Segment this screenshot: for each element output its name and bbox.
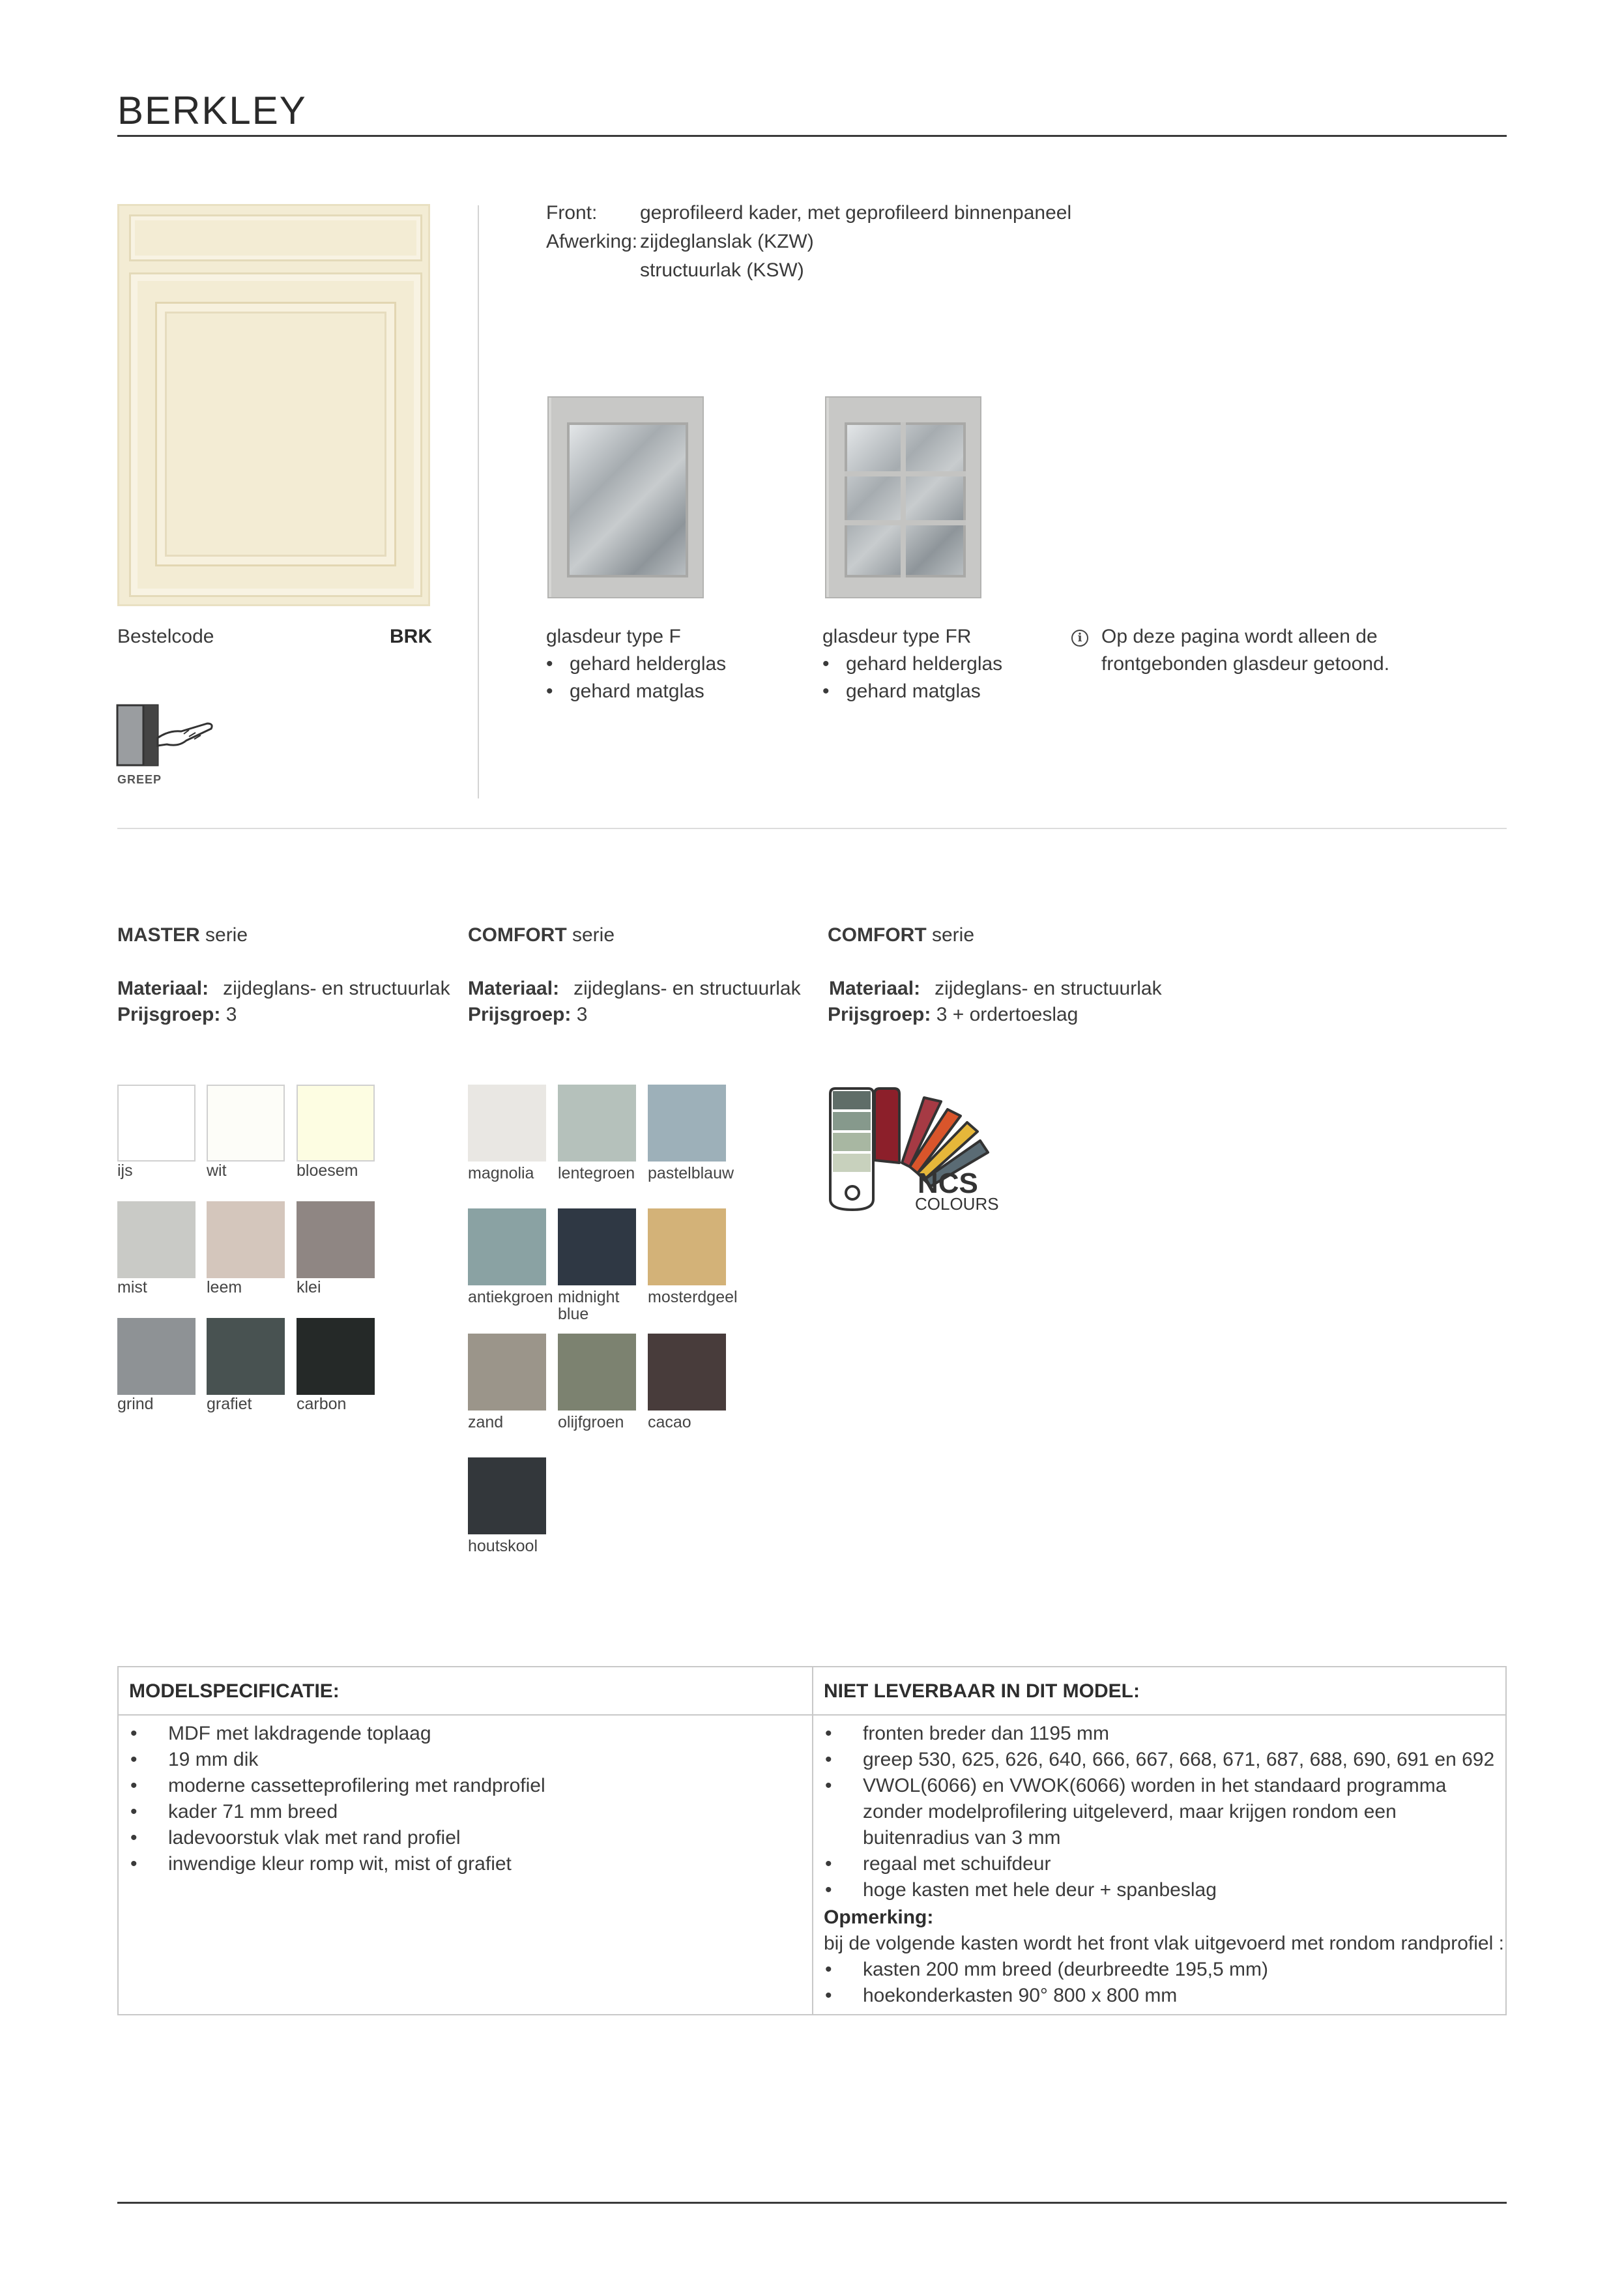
glass-door-note: Op deze pagina wordt alleen de frontgebonden glasdeur getoond. xyxy=(1101,626,1390,675)
handle-label: GREEP xyxy=(117,773,162,786)
series-price-comfort-ncs: Prijsgroep: 3 + ordertoeslag xyxy=(828,1004,1079,1025)
list-item: • moderne cassetteprofilering met randprofiel xyxy=(130,1775,545,1796)
list-item: • hoge kasten met hele deur + spanbeslag xyxy=(825,1879,1217,1901)
series-title-comfort-ncs: COMFORT serie xyxy=(828,924,974,946)
color-swatch-bloesem xyxy=(297,1085,375,1162)
color-label: cacao xyxy=(648,1413,691,1431)
glass-mullion xyxy=(845,520,966,525)
vertical-divider xyxy=(478,205,479,798)
list-item: • kader 71 mm breed xyxy=(130,1801,338,1822)
color-swatch-mist xyxy=(117,1201,196,1278)
color-swatch-wit xyxy=(207,1085,285,1162)
ncs-colours-logo xyxy=(826,1082,1009,1219)
specification-table xyxy=(117,1666,1507,2015)
glass-mullion xyxy=(845,471,966,476)
color-label: leem xyxy=(207,1278,242,1296)
handle-icon xyxy=(116,704,220,767)
series-price-comfort: Prijsgroep: 3 xyxy=(468,1004,588,1025)
page-title: BERKLEY xyxy=(117,89,307,132)
finish-value-2: structuurlak (KSW) xyxy=(640,259,804,281)
finish-label: Afwerking: xyxy=(546,231,638,252)
door-front-image xyxy=(117,204,430,606)
list-item: • MDF met lakdragende toplaag xyxy=(130,1723,431,1744)
order-code-label: Bestelcode xyxy=(117,626,214,647)
color-label: lentegroen xyxy=(558,1164,635,1182)
color-swatch-klei xyxy=(297,1201,375,1278)
series-material-comfort: Materiaal: zijdeglans- en structuurlak xyxy=(468,978,801,999)
glass-door-f-title: glasdeur type F xyxy=(546,626,681,647)
glass-door-type-fr-image xyxy=(825,396,981,598)
door-raised-panel xyxy=(155,302,396,566)
section-divider xyxy=(117,828,1507,829)
color-label: wit xyxy=(207,1162,227,1180)
color-label: bloesem xyxy=(297,1162,358,1180)
color-label: olijfgroen xyxy=(558,1413,624,1431)
list-item: • inwendige kleur romp wit, mist of grafiet xyxy=(130,1853,512,1875)
spec-left-header: MODELSPECIFICATIE: xyxy=(129,1680,340,1702)
list-item: • ladevoorstuk vlak met rand profiel xyxy=(130,1827,461,1849)
ncs-logo-subtext: COLOURS xyxy=(915,1194,999,1214)
color-label: antiekgroen xyxy=(468,1288,553,1306)
list-item: • greep 530, 625, 626, 640, 666, 667, 668, 671, 687, 688, 690, 691 en 692 xyxy=(825,1749,1495,1770)
series-price-master: Prijsgroep: 3 xyxy=(117,1004,237,1025)
color-label: carbon xyxy=(297,1395,347,1413)
glass-door-fr-block xyxy=(822,623,1070,705)
finish-value-1: zijdeglanslak (KZW) xyxy=(640,231,814,252)
glass-door-type-f-image xyxy=(547,396,704,598)
color-swatch-olijfgroen xyxy=(558,1334,636,1411)
color-swatch-mosterdgeel xyxy=(648,1208,726,1285)
color-swatch-pastelblauw xyxy=(648,1085,726,1162)
color-label: mosterdgeel xyxy=(648,1288,738,1306)
order-code: BRK xyxy=(390,626,432,647)
color-swatch-lentegroen xyxy=(558,1085,636,1162)
list-item: • gehard helderglas xyxy=(546,653,727,675)
glass-mullion xyxy=(901,422,906,577)
ncs-logo-text: NCS xyxy=(918,1167,978,1199)
door-top-rail xyxy=(129,214,422,261)
front-value: geprofileerd kader, met geprofileerd binnenpaneel xyxy=(640,202,1072,224)
color-label: pastelblauw xyxy=(648,1164,734,1182)
remark-text: bij de volgende kasten wordt het front vlak uitgevoerd met rondom randprofiel : xyxy=(824,1933,1504,1954)
color-label: grafiet xyxy=(207,1395,252,1413)
glass-door-f-block xyxy=(546,623,794,705)
series-title-comfort: COMFORT serie xyxy=(468,924,615,946)
color-label: grind xyxy=(117,1395,154,1413)
glass-door-fr-title: glasdeur type FR xyxy=(822,626,972,647)
list-item: • gehard helderglas xyxy=(822,653,1003,675)
series-title-master: MASTER serie xyxy=(117,924,248,946)
list-item: • VWOL(6066) en VWOK(6066) worden in het standaard programma zonder modelprofilering uitgeleverd, maar krijgen rondom een buitenradius van 3 mm xyxy=(825,1775,1447,1849)
spec-left-list xyxy=(119,1721,809,1877)
list-item: • fronten breder dan 1195 mm xyxy=(825,1723,1110,1744)
list-item: • hoekonderkasten 90° 800 x 800 mm xyxy=(825,1985,1178,2006)
color-swatch-houtskool xyxy=(468,1457,546,1534)
front-label: Front: xyxy=(546,202,598,224)
glass-pane xyxy=(567,422,688,577)
color-label: magnolia xyxy=(468,1164,534,1182)
color-swatch-ijs xyxy=(117,1085,196,1162)
color-swatch-carbon xyxy=(297,1318,375,1395)
color-label: midnight blue xyxy=(558,1288,620,1323)
spec-right-list xyxy=(813,1721,1504,1903)
list-item: • gehard matglas xyxy=(546,680,704,702)
color-label: houtskool xyxy=(468,1537,538,1555)
spec-right-header: NIET LEVERBAAR IN DIT MODEL: xyxy=(824,1680,1140,1702)
color-swatch-cacao xyxy=(648,1334,726,1411)
list-item: • kasten 200 mm breed (deurbreedte 195,5 mm) xyxy=(825,1959,1268,1980)
color-swatch-grafiet xyxy=(207,1318,285,1395)
color-swatch-magnolia xyxy=(468,1085,546,1162)
info-icon: i xyxy=(1071,630,1088,647)
title-rule xyxy=(117,135,1507,137)
remark-list xyxy=(813,1957,1504,2009)
color-label: zand xyxy=(468,1413,504,1431)
list-item: • regaal met schuifdeur xyxy=(825,1853,1051,1875)
color-swatch-zand xyxy=(468,1334,546,1411)
color-label: klei xyxy=(297,1278,321,1296)
series-material-comfort-ncs: Materiaal: zijdeglans- en structuurlak xyxy=(829,978,1162,999)
color-swatch-midnight-blue xyxy=(558,1208,636,1285)
color-label: mist xyxy=(117,1278,147,1296)
remark-label: Opmerking: xyxy=(824,1907,934,1928)
color-swatch-leem xyxy=(207,1201,285,1278)
list-item: • 19 mm dik xyxy=(130,1749,259,1770)
series-material-master: Materiaal: zijdeglans- en structuurlak xyxy=(117,978,450,999)
footer-rule xyxy=(117,2202,1507,2204)
color-swatch-grind xyxy=(117,1318,196,1395)
color-swatch-antiekgroen xyxy=(468,1208,546,1285)
list-item: • gehard matglas xyxy=(822,680,981,702)
color-label: ijs xyxy=(117,1162,133,1180)
